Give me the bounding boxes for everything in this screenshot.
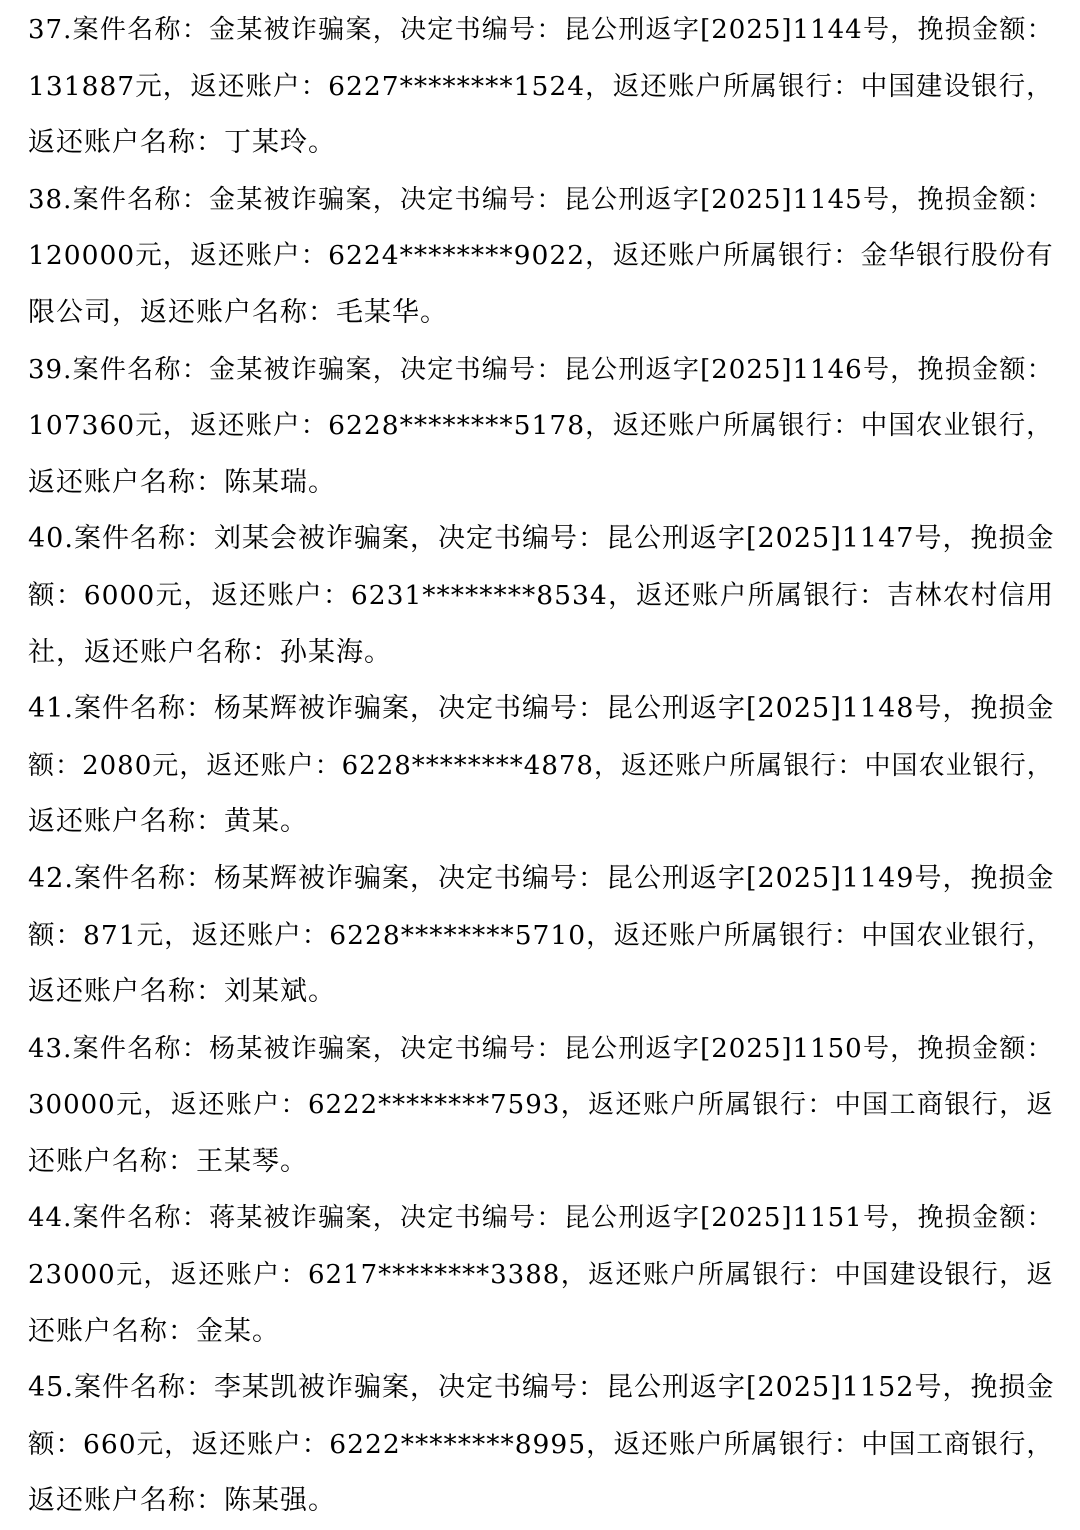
- case-entry: [28, 2, 1054, 172]
- text-line: 社，返还账户名称：孙某海。: [28, 636, 392, 668]
- case-entry: [28, 1360, 1054, 1530]
- text-line: 限公司，返还账户名称：毛某华。: [28, 296, 448, 328]
- text-line: 40. 案 件 名 称 ： 刘 某 会 被 诈 骗 案 ， 决 定 书 编 号 ： 昆 公 刑 返 字 [2025]1147 号 ， 挽 损 金: [28, 523, 1055, 555]
- text-line: 45. 案 件 名 称 ： 李 某 凯 被 诈 骗 案 ， 决 定 书 编 号 ： 昆 公 刑 返 字 [2025]1152 号 ， 挽 损 金: [28, 1372, 1055, 1404]
- text-line: 返还账户名称：陈某瑞。: [28, 466, 336, 498]
- text-line: 额 ： 660 元 ， 返 还 账 户 ： 6222********8995 ， 返 还 账 户 所 属 银 行 ： 中 国 工 商 银 行 ，: [28, 1428, 1054, 1460]
- text-line: 37. 案 件 名 称 ： 金 某 被 诈 骗 案 ， 决 定 书 编 号 ： 昆 公 刑 返 字 [2025]1144 号 ， 挽 损 金 额 ：: [28, 15, 1054, 45]
- text-line: 还账户名称：金某。: [28, 1315, 280, 1347]
- text-line: 返还账户名称：黄某。: [28, 806, 308, 838]
- text-line: 38. 案 件 名 称 ： 金 某 被 诈 骗 案 ， 决 定 书 编 号 ： 昆 公 刑 返 字 [2025]1145 号 ， 挽 损 金 额 ：: [28, 184, 1054, 215]
- text-line: 44. 案 件 名 称 ： 蒋 某 被 诈 骗 案 ， 决 定 书 编 号 ： 昆 公 刑 返 字 [2025]1151 号 ， 挽 损 金 额 ：: [28, 1203, 1054, 1234]
- text-line: 额 ： 2080 元 ， 返 还 账 户 ： 6228********4878 ， 返 还 账 户 所 属 银 行 ： 中 国 农 业 银 行 ，: [28, 750, 1054, 781]
- case-entry: [28, 342, 1054, 512]
- text-line: 返还账户名称：丁某玲。: [28, 127, 336, 159]
- case-entry: [28, 1190, 1054, 1360]
- text-line: 额 ： 871 元 ， 返 还 账 户 ： 6228********5710 ， 返 还 账 户 所 属 银 行 ： 中 国 农 业 银 行 ，: [28, 919, 1054, 951]
- text-line: 120000 元 ， 返 还 账 户 ： 6224********9022 ， 返 还 账 户 所 属 银 行 ： 金 华 银 行 股 份 有: [28, 240, 1054, 272]
- text-line: 返还账户名称：刘某斌。: [28, 976, 336, 1008]
- text-line: 107360 元 ， 返 还 账 户 ： 6228********5178 ， 返 还 账 户 所 属 银 行 ： 中 国 农 业 银 行 ，: [28, 410, 1054, 442]
- case-entry: [28, 1021, 1054, 1191]
- text-line: 131887 元 ， 返 还 账 户 ： 6227********1524 ， 返 还 账 户 所 属 银 行 ： 中 国 建 设 银 行 ，: [28, 70, 1054, 102]
- text-line: 30000 元 ， 返 还 账 户 ： 6222********7593 ， 返 还 账 户 所 属 银 行 ： 中 国 工 商 银 行 ， 返: [28, 1090, 1054, 1121]
- case-entry: [28, 511, 1054, 681]
- case-entry: [28, 851, 1054, 1021]
- text-line: 41. 案 件 名 称 ： 杨 某 辉 被 诈 骗 案 ， 决 定 书 编 号 ： 昆 公 刑 返 字 [2025]1148 号 ， 挽 损 金: [28, 693, 1055, 725]
- text-line: 39. 案 件 名 称 ： 金 某 被 诈 骗 案 ， 决 定 书 编 号 ： 昆 公 刑 返 字 [2025]1146 号 ， 挽 损 金 额 ：: [28, 354, 1054, 385]
- document-page: [28, 2, 1054, 1530]
- text-line: 额 ： 6000 元 ， 返 还 账 户 ： 6231********8534 ， 返 还 账 户 所 属 银 行 ： 吉 林 农 村 信 用: [28, 579, 1054, 611]
- case-entry: [28, 172, 1054, 342]
- text-line: 42. 案 件 名 称 ： 杨 某 辉 被 诈 骗 案 ， 决 定 书 编 号 ： 昆 公 刑 返 字 [2025]1149 号 ， 挽 损 金: [28, 862, 1055, 894]
- case-entry: [28, 681, 1054, 851]
- text-line: 43. 案 件 名 称 ： 杨 某 被 诈 骗 案 ， 决 定 书 编 号 ： 昆 公 刑 返 字 [2025]1150 号 ， 挽 损 金 额 ：: [28, 1033, 1054, 1064]
- text-line: 还账户名称：王某琴。: [28, 1145, 308, 1177]
- text-line: 23000 元 ， 返 还 账 户 ： 6217********3388 ， 返 还 账 户 所 属 银 行 ： 中 国 建 设 银 行 ， 返: [28, 1260, 1054, 1291]
- text-line: 返还账户名称：陈某强。: [28, 1485, 336, 1517]
